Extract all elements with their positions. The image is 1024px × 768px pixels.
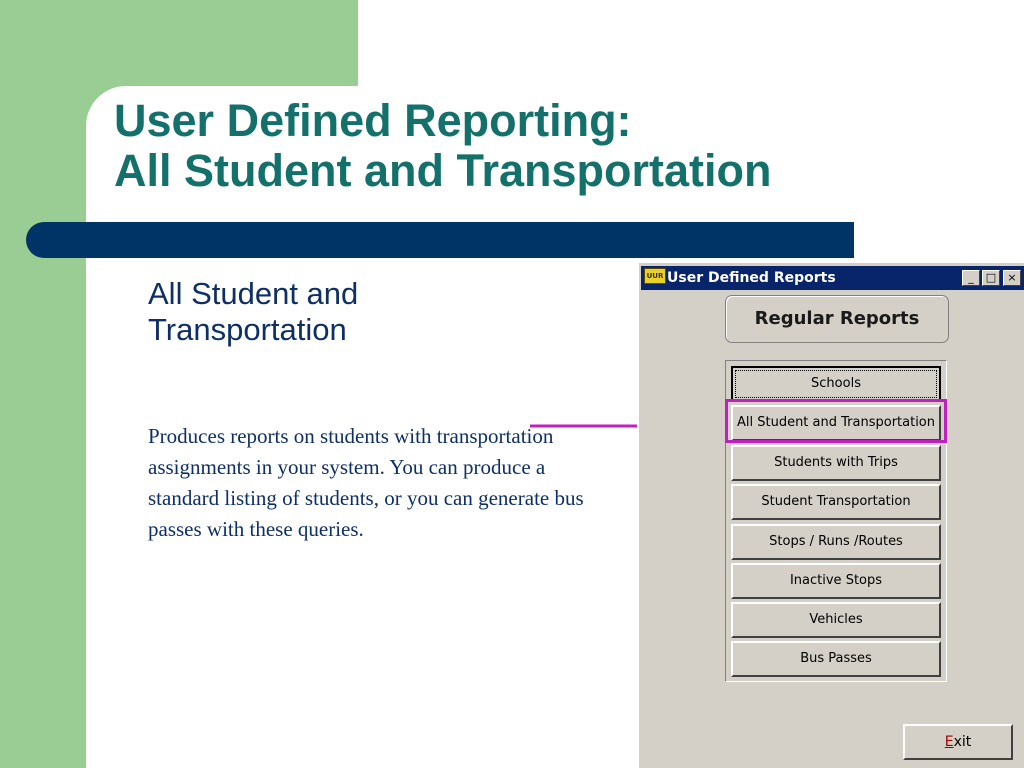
- slide-title-line-1: User Defined Reporting:: [114, 95, 632, 146]
- slide-title-line-2: All Student and Transportation: [114, 145, 772, 196]
- user-defined-reports-window: [637, 263, 1024, 768]
- slide-body-text: Produces reports on students with transportation assignments in your system. You can produce a standard listing of students, or you can generate bus passes with these queries.: [148, 424, 584, 541]
- title-divider-bar: [26, 222, 854, 258]
- highlight-box: [725, 399, 947, 443]
- vehicles-button[interactable]: Vehicles: [731, 602, 941, 638]
- all-student-and-transportation-button[interactable]: All Student and Transportation: [731, 405, 941, 441]
- app-icon: UUR: [644, 268, 666, 284]
- students-with-trips-button[interactable]: Students with Trips: [731, 445, 941, 481]
- exit-accelerator: E: [944, 734, 954, 750]
- minimize-icon[interactable]: _: [962, 270, 980, 286]
- regular-reports-header: [725, 295, 949, 343]
- bus-passes-button[interactable]: Bus Passes: [731, 641, 941, 677]
- maximize-icon[interactable]: □: [982, 270, 1000, 286]
- window-titlebar[interactable]: [639, 263, 1024, 290]
- student-transportation-button[interactable]: Student Transportation: [731, 484, 941, 520]
- regular-reports-title: Regular Reports: [754, 308, 920, 329]
- slide-title: [114, 96, 772, 196]
- stops-runs-routes-button[interactable]: Stops / Runs /Routes: [731, 524, 941, 560]
- slide-subheading: All Student and Transportation: [148, 276, 359, 347]
- exit-button[interactable]: [903, 724, 1013, 760]
- inactive-stops-button[interactable]: Inactive Stops: [731, 563, 941, 599]
- schools-button[interactable]: Schools: [731, 366, 941, 402]
- window-title: User Defined Reports: [667, 270, 836, 286]
- exit-label: xit: [953, 734, 972, 750]
- close-icon[interactable]: ×: [1003, 270, 1021, 286]
